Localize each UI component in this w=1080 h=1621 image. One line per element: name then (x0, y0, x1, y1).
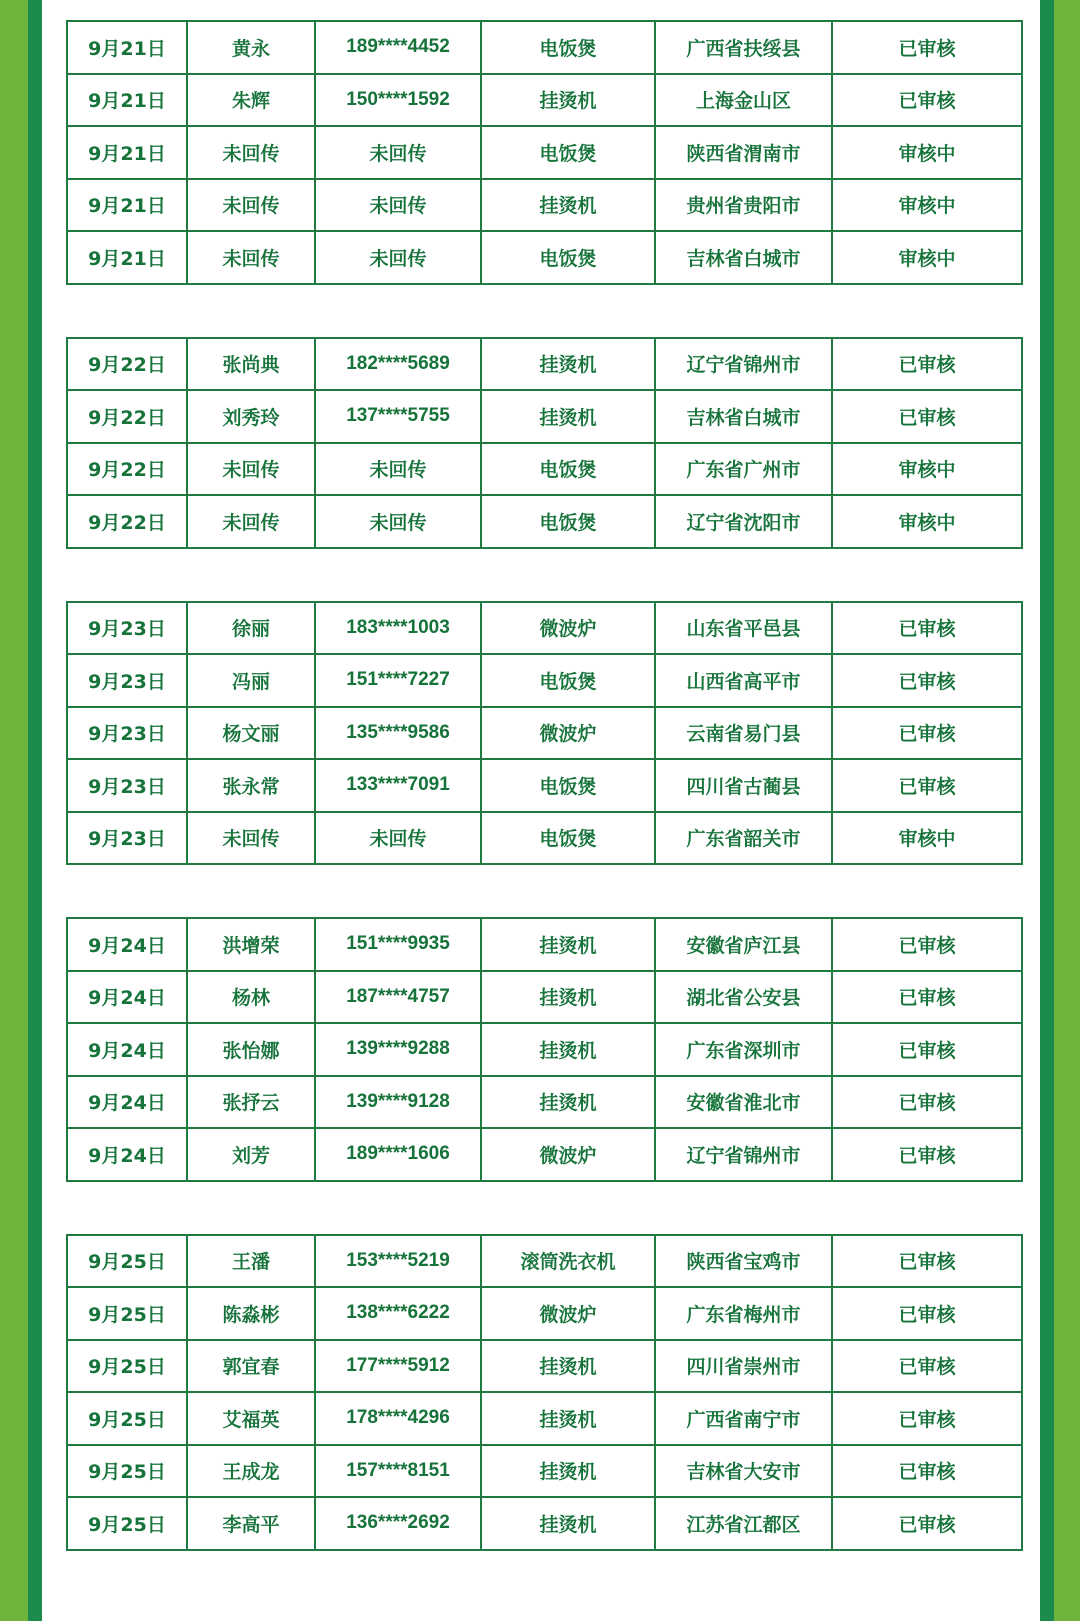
table-row (67, 1340, 1022, 1393)
product-cell: 挂烫机 (481, 1076, 655, 1129)
status-cell: 已审核 (832, 74, 1022, 127)
phone-cell: 未回传 (315, 126, 481, 179)
table-row (67, 443, 1022, 496)
date-cell: 9月22日 (67, 495, 187, 548)
name-cell: 张永常 (187, 759, 315, 812)
product-cell: 电饭煲 (481, 126, 655, 179)
region-cell: 广东省梅州市 (655, 1287, 832, 1340)
date-cell: 9月25日 (67, 1287, 187, 1340)
phone-cell: 139****9288 (315, 1023, 481, 1076)
region-cell: 陕西省渭南市 (655, 126, 832, 179)
date-cell: 9月21日 (67, 231, 187, 284)
name-cell: 刘秀玲 (187, 390, 315, 443)
phone-cell: 139****9128 (315, 1076, 481, 1129)
table-row (67, 1023, 1022, 1076)
record-table (66, 1234, 1023, 1551)
table-row (67, 21, 1022, 74)
phone-cell: 137****5755 (315, 390, 481, 443)
name-cell: 未回传 (187, 126, 315, 179)
status-cell: 已审核 (832, 1287, 1022, 1340)
region-cell: 云南省易门县 (655, 707, 832, 760)
table-row (67, 1392, 1022, 1445)
date-cell: 9月21日 (67, 74, 187, 127)
status-cell: 已审核 (832, 1076, 1022, 1129)
records-list (66, 20, 1021, 1603)
record-table (66, 917, 1023, 1182)
table-row (67, 231, 1022, 284)
date-cell: 9月23日 (67, 602, 187, 655)
name-cell: 黄永 (187, 21, 315, 74)
date-cell: 9月23日 (67, 707, 187, 760)
table-row (67, 1287, 1022, 1340)
name-cell: 张尚典 (187, 338, 315, 391)
date-cell: 9月24日 (67, 1076, 187, 1129)
date-cell: 9月25日 (67, 1235, 187, 1288)
record-table (66, 20, 1023, 285)
record-table (66, 601, 1023, 866)
name-cell: 未回传 (187, 443, 315, 496)
table-row (67, 1076, 1022, 1129)
product-cell: 挂烫机 (481, 918, 655, 971)
region-cell: 江苏省江都区 (655, 1497, 832, 1550)
name-cell: 艾福英 (187, 1392, 315, 1445)
product-cell: 电饭煲 (481, 759, 655, 812)
region-cell: 湖北省公安县 (655, 971, 832, 1024)
phone-cell: 183****1003 (315, 602, 481, 655)
table-row (67, 1445, 1022, 1498)
date-cell: 9月24日 (67, 971, 187, 1024)
name-cell: 刘芳 (187, 1128, 315, 1181)
product-cell: 电饭煲 (481, 495, 655, 548)
name-cell: 未回传 (187, 812, 315, 865)
table-row (67, 971, 1022, 1024)
table-row (67, 1128, 1022, 1181)
status-cell: 已审核 (832, 1445, 1022, 1498)
region-cell: 四川省崇州市 (655, 1340, 832, 1393)
date-cell: 9月21日 (67, 21, 187, 74)
status-cell: 已审核 (832, 1128, 1022, 1181)
date-cell: 9月24日 (67, 918, 187, 971)
region-cell: 广东省广州市 (655, 443, 832, 496)
status-cell: 已审核 (832, 1023, 1022, 1076)
name-cell: 未回传 (187, 231, 315, 284)
region-cell: 安徽省庐江县 (655, 918, 832, 971)
product-cell: 微波炉 (481, 1287, 655, 1340)
product-cell: 微波炉 (481, 1128, 655, 1181)
date-cell: 9月21日 (67, 179, 187, 232)
product-cell: 微波炉 (481, 602, 655, 655)
phone-cell: 150****1592 (315, 74, 481, 127)
region-cell: 上海金山区 (655, 74, 832, 127)
region-cell: 吉林省大安市 (655, 1445, 832, 1498)
date-cell: 9月24日 (67, 1128, 187, 1181)
product-cell: 挂烫机 (481, 179, 655, 232)
product-cell: 电饭煲 (481, 654, 655, 707)
region-cell: 广东省韶关市 (655, 812, 832, 865)
phone-cell: 187****4757 (315, 971, 481, 1024)
status-cell: 已审核 (832, 338, 1022, 391)
table-row (67, 126, 1022, 179)
name-cell: 杨林 (187, 971, 315, 1024)
phone-cell: 136****2692 (315, 1497, 481, 1550)
status-cell: 审核中 (832, 812, 1022, 865)
date-cell: 9月25日 (67, 1340, 187, 1393)
phone-cell: 182****5689 (315, 338, 481, 391)
status-cell: 审核中 (832, 443, 1022, 496)
status-cell: 审核中 (832, 231, 1022, 284)
name-cell: 张怡娜 (187, 1023, 315, 1076)
product-cell: 电饭煲 (481, 21, 655, 74)
status-cell: 已审核 (832, 654, 1022, 707)
phone-cell: 151****7227 (315, 654, 481, 707)
region-cell: 辽宁省锦州市 (655, 338, 832, 391)
name-cell: 杨文丽 (187, 707, 315, 760)
region-cell: 辽宁省锦州市 (655, 1128, 832, 1181)
status-cell: 已审核 (832, 971, 1022, 1024)
phone-cell: 153****5219 (315, 1235, 481, 1288)
name-cell: 郭宜春 (187, 1340, 315, 1393)
product-cell: 挂烫机 (481, 338, 655, 391)
product-cell: 微波炉 (481, 707, 655, 760)
status-cell: 已审核 (832, 918, 1022, 971)
status-cell: 已审核 (832, 759, 1022, 812)
region-cell: 广西省扶绥县 (655, 21, 832, 74)
region-cell: 山东省平邑县 (655, 602, 832, 655)
table-row (67, 1497, 1022, 1550)
table-row (67, 338, 1022, 391)
phone-cell: 未回传 (315, 812, 481, 865)
status-cell: 已审核 (832, 1340, 1022, 1393)
name-cell: 王潘 (187, 1235, 315, 1288)
table-row (67, 602, 1022, 655)
name-cell: 冯丽 (187, 654, 315, 707)
status-cell: 审核中 (832, 495, 1022, 548)
region-cell: 广东省深圳市 (655, 1023, 832, 1076)
name-cell: 陈淼彬 (187, 1287, 315, 1340)
status-cell: 已审核 (832, 21, 1022, 74)
product-cell: 挂烫机 (481, 1340, 655, 1393)
product-cell: 电饭煲 (481, 812, 655, 865)
product-cell: 电饭煲 (481, 231, 655, 284)
status-cell: 已审核 (832, 1235, 1022, 1288)
table-row (67, 179, 1022, 232)
date-cell: 9月25日 (67, 1445, 187, 1498)
phone-cell: 135****9586 (315, 707, 481, 760)
record-table (66, 337, 1023, 549)
phone-cell: 未回传 (315, 231, 481, 284)
region-cell: 吉林省白城市 (655, 231, 832, 284)
table-row (67, 707, 1022, 760)
date-cell: 9月22日 (67, 338, 187, 391)
table-row (67, 918, 1022, 971)
product-cell: 挂烫机 (481, 1392, 655, 1445)
phone-cell: 177****5912 (315, 1340, 481, 1393)
name-cell: 王成龙 (187, 1445, 315, 1498)
region-cell: 吉林省白城市 (655, 390, 832, 443)
date-cell: 9月22日 (67, 390, 187, 443)
status-cell: 已审核 (832, 707, 1022, 760)
phone-cell: 189****4452 (315, 21, 481, 74)
phone-cell: 189****1606 (315, 1128, 481, 1181)
phone-cell: 未回传 (315, 495, 481, 548)
phone-cell: 151****9935 (315, 918, 481, 971)
product-cell: 挂烫机 (481, 1023, 655, 1076)
product-cell: 挂烫机 (481, 74, 655, 127)
table-row (67, 1235, 1022, 1288)
status-cell: 已审核 (832, 1497, 1022, 1550)
region-cell: 辽宁省沈阳市 (655, 495, 832, 548)
status-cell: 已审核 (832, 1392, 1022, 1445)
name-cell: 李高平 (187, 1497, 315, 1550)
date-cell: 9月23日 (67, 759, 187, 812)
product-cell: 滚筒洗衣机 (481, 1235, 655, 1288)
date-cell: 9月23日 (67, 654, 187, 707)
product-cell: 挂烫机 (481, 971, 655, 1024)
name-cell: 朱辉 (187, 74, 315, 127)
status-cell: 已审核 (832, 390, 1022, 443)
status-cell: 已审核 (832, 602, 1022, 655)
table-row (67, 390, 1022, 443)
region-cell: 四川省古蔺县 (655, 759, 832, 812)
name-cell: 徐丽 (187, 602, 315, 655)
date-cell: 9月21日 (67, 126, 187, 179)
region-cell: 山西省高平市 (655, 654, 832, 707)
phone-cell: 138****6222 (315, 1287, 481, 1340)
name-cell: 未回传 (187, 179, 315, 232)
table-row (67, 812, 1022, 865)
table-row (67, 74, 1022, 127)
date-cell: 9月23日 (67, 812, 187, 865)
date-cell: 9月25日 (67, 1392, 187, 1445)
phone-cell: 133****7091 (315, 759, 481, 812)
name-cell: 洪增荣 (187, 918, 315, 971)
product-cell: 挂烫机 (481, 1445, 655, 1498)
region-cell: 广西省南宁市 (655, 1392, 832, 1445)
phone-cell: 未回传 (315, 179, 481, 232)
phone-cell: 178****4296 (315, 1392, 481, 1445)
region-cell: 贵州省贵阳市 (655, 179, 832, 232)
phone-cell: 157****8151 (315, 1445, 481, 1498)
table-row (67, 495, 1022, 548)
phone-cell: 未回传 (315, 443, 481, 496)
product-cell: 电饭煲 (481, 443, 655, 496)
region-cell: 陕西省宝鸡市 (655, 1235, 832, 1288)
date-cell: 9月22日 (67, 443, 187, 496)
status-cell: 审核中 (832, 126, 1022, 179)
product-cell: 挂烫机 (481, 1497, 655, 1550)
table-row (67, 759, 1022, 812)
name-cell: 张抒云 (187, 1076, 315, 1129)
table-row (67, 654, 1022, 707)
product-cell: 挂烫机 (481, 390, 655, 443)
region-cell: 安徽省淮北市 (655, 1076, 832, 1129)
status-cell: 审核中 (832, 179, 1022, 232)
date-cell: 9月24日 (67, 1023, 187, 1076)
date-cell: 9月25日 (67, 1497, 187, 1550)
name-cell: 未回传 (187, 495, 315, 548)
